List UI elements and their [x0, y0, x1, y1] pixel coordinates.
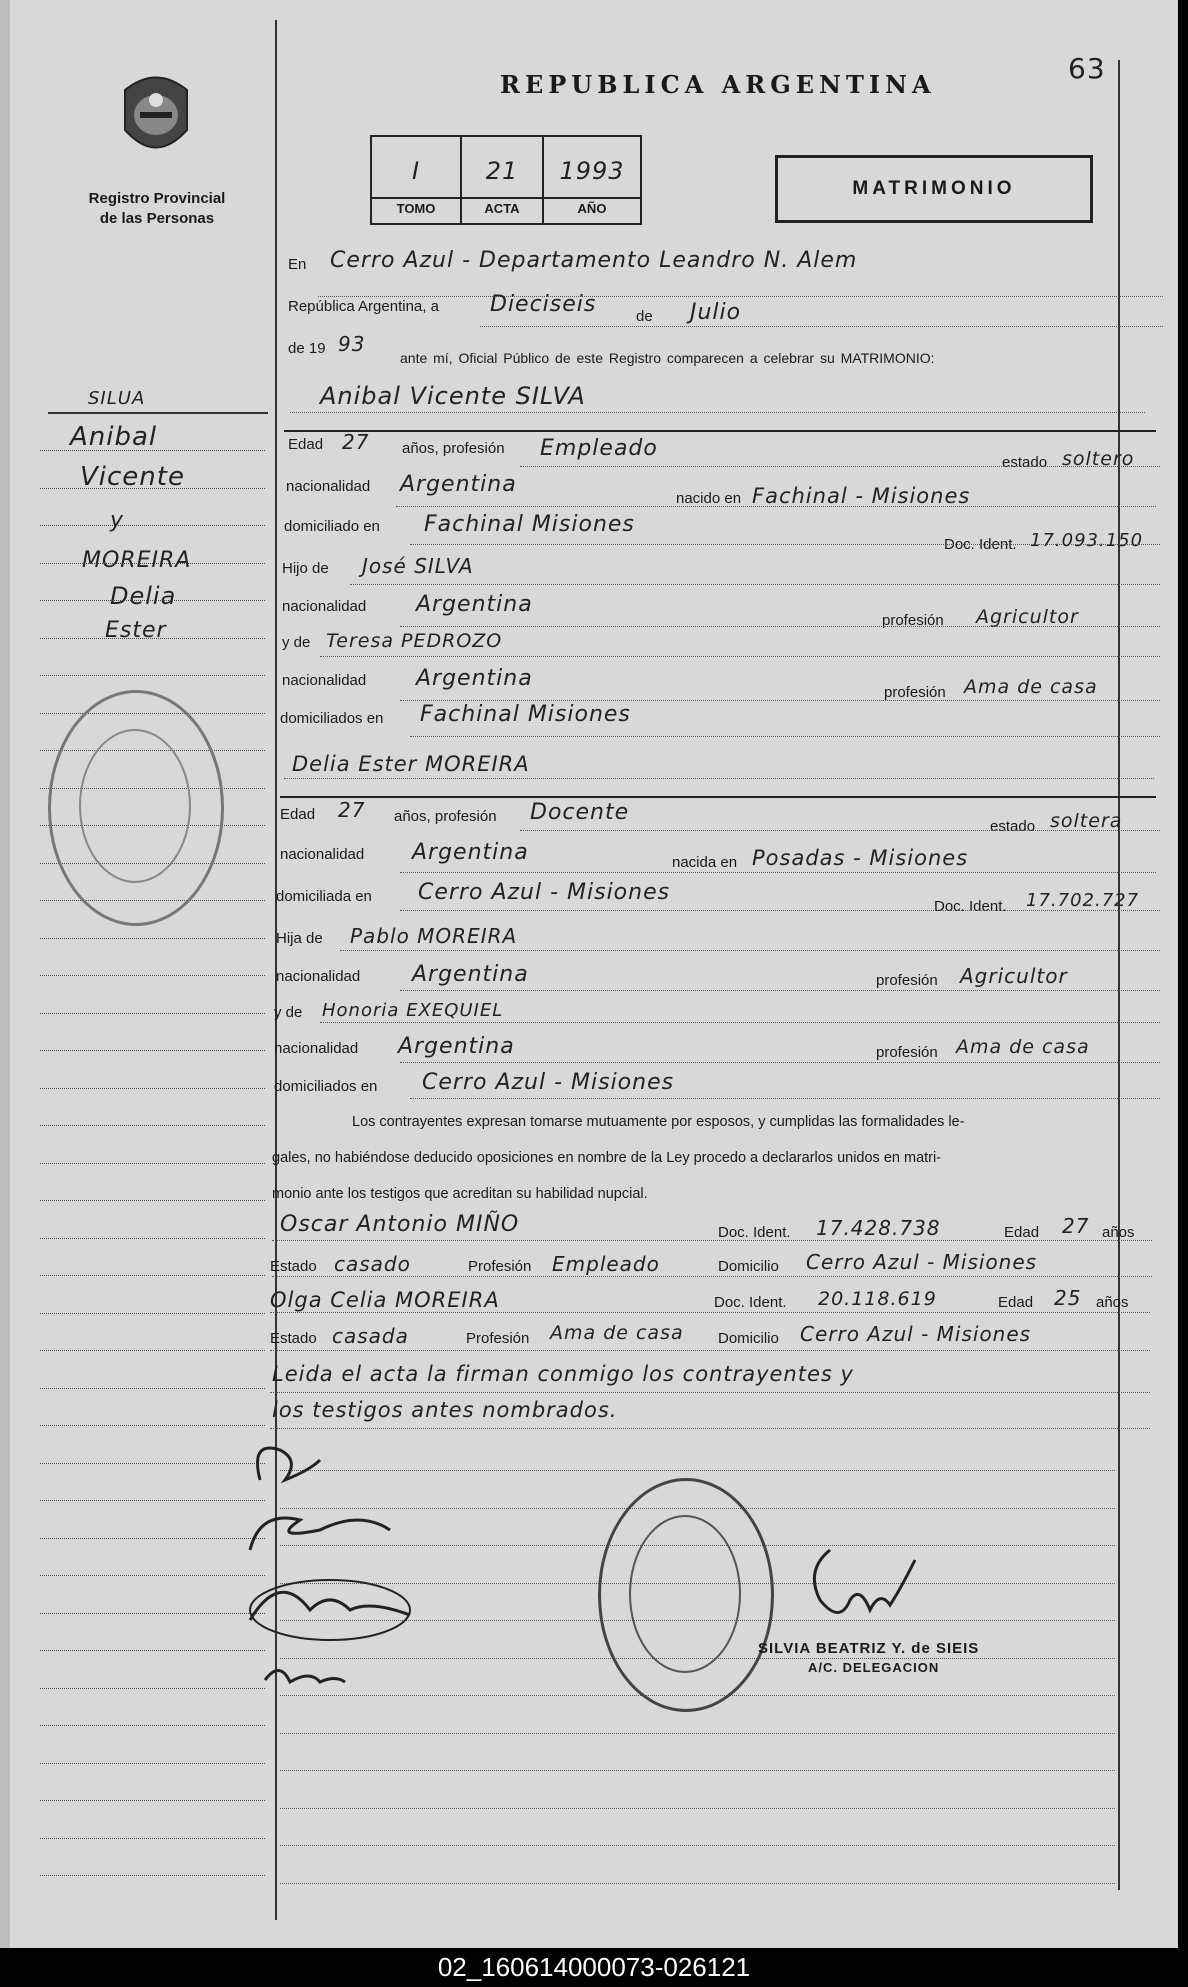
witness1-age: 27: [1062, 1214, 1090, 1238]
binding-edge: [0, 0, 10, 1948]
bride-father-profession: Agricultor: [960, 964, 1068, 988]
groom-civil-status: soltero: [1062, 448, 1135, 470]
witness2-anos-label: años: [1096, 1294, 1129, 1311]
groom-profession: Empleado: [540, 436, 658, 461]
groom-father: José SILVA: [362, 554, 474, 578]
groom-profesion-label: años, profesión: [402, 440, 505, 457]
groom-father-nationality: Argentina: [416, 592, 533, 617]
margin-line: [40, 1350, 265, 1351]
witness1-status: casado: [334, 1252, 411, 1276]
margin-line: [40, 600, 265, 601]
groom-age: 27: [342, 430, 370, 454]
margin-line: [40, 1763, 265, 1764]
groom-mother-profession: Ama de casa: [964, 676, 1098, 698]
bride-father-nationality: Argentina: [412, 962, 529, 987]
witness2-prof-label: Profesión: [466, 1330, 530, 1347]
registry-stamp-bottom: [598, 1478, 774, 1712]
bride-doc-label: Doc. Ident.: [934, 898, 1007, 915]
marriage-year: 93: [338, 332, 366, 356]
margin-name-1: Anibal: [70, 422, 158, 452]
body-line: [280, 1845, 1115, 1846]
witness1-profession: Empleado: [552, 1252, 660, 1276]
margin-line: [40, 1088, 265, 1089]
groom-father-nac-label: nacionalidad: [282, 598, 367, 615]
witness2-dom-label: Domicilio: [718, 1330, 779, 1347]
margin-line: [40, 1388, 265, 1389]
signature-scribbles: [240, 1420, 440, 1720]
bride-father-nac-label: nacionalidad: [276, 968, 361, 985]
margin-line: [40, 1238, 265, 1239]
groom-mother: Teresa PEDROZO: [326, 630, 503, 652]
coat-of-arms-emblem: [115, 70, 197, 165]
country-title: REPUBLICA ARGENTINA: [500, 70, 936, 99]
groom-nationality: Argentina: [400, 472, 517, 497]
witness1-prof-label: Profesión: [468, 1258, 532, 1275]
witness2-name: Olga Celia MOREIRA: [270, 1288, 500, 1312]
margin-name-5: Delia: [110, 582, 177, 610]
groom-yde-label: y de: [282, 634, 311, 651]
witness1-doc-label: Doc. Ident.: [718, 1224, 791, 1241]
closing-line-1: Leida el acta la firman conmigo los contrayentes y: [272, 1362, 854, 1386]
witness2-status: casada: [332, 1324, 409, 1348]
margin-line: [40, 1688, 265, 1689]
bride-domiciliados-label: domiciliados en: [274, 1078, 378, 1095]
en-label: En: [288, 256, 307, 273]
groom-mother-nationality: Argentina: [416, 666, 533, 691]
margin-line: [40, 1500, 265, 1501]
margin-name-4: MOREIRA: [82, 548, 192, 573]
bride-nac-label: nacionalidad: [280, 846, 365, 863]
bride-age: 27: [338, 798, 366, 822]
de-label: de: [636, 308, 653, 325]
groom-estado-label: estado: [1002, 454, 1048, 471]
margin-line: [40, 1313, 265, 1314]
margin-line: [40, 1050, 265, 1051]
acta-label: ACTA: [484, 201, 520, 216]
right-border: [1118, 60, 1120, 1890]
margin-line: [40, 1838, 265, 1839]
margin-top-rule: [48, 412, 268, 414]
witness1-name: Oscar Antonio MIÑO: [280, 1212, 520, 1237]
margin-line: [40, 1538, 265, 1539]
margin-line: [40, 525, 265, 526]
body-line: [280, 1733, 1115, 1734]
groom-mother-nac-label: nacionalidad: [282, 672, 367, 689]
bride-civil-status: soltera: [1050, 810, 1123, 832]
registry-name-line1: Registro Provincial: [88, 190, 226, 207]
witness2-edad-label: Edad: [998, 1294, 1034, 1311]
body-line: [280, 1808, 1115, 1809]
groom-hijo-label: Hijo de: [282, 560, 329, 577]
marriage-month: Julio: [690, 300, 742, 325]
bride-mother-profession: Ama de casa: [956, 1036, 1090, 1058]
witness1-dom-label: Domicilio: [718, 1258, 779, 1275]
groom-address: Fachinal Misiones: [424, 512, 635, 537]
margin-line: [40, 1125, 265, 1126]
ano-value: 1993: [559, 157, 625, 185]
witness1-doc: 17.428.738: [816, 1216, 941, 1240]
bride-mother-nac-label: nacionalidad: [274, 1040, 359, 1057]
body-line: [280, 1883, 1115, 1884]
bride-nationality: Argentina: [412, 840, 529, 865]
bride-nacida-label: nacida en: [672, 854, 738, 871]
tomo-value: I: [411, 157, 421, 185]
official-signature: [800, 1530, 930, 1640]
margin-line: [40, 675, 265, 676]
margin-name-3: y: [110, 508, 125, 533]
bride-mother: Honoria EXEQUIEL: [322, 1000, 504, 1021]
acta-value: 21: [485, 157, 519, 185]
margin-line: [40, 1163, 265, 1164]
groom-nac-label: nacionalidad: [286, 478, 371, 495]
witness1-edad-label: Edad: [1004, 1224, 1040, 1241]
year-prefix: de 19: [288, 340, 326, 357]
margin-line: [40, 975, 265, 976]
margin-line: [40, 488, 265, 489]
page-number: 63: [1068, 52, 1106, 85]
bride-edad-label: Edad: [280, 806, 316, 823]
witness2-estado-label: Estado: [270, 1330, 317, 1347]
bride-birthplace: Posadas - Misiones: [752, 846, 969, 870]
bride-mother-nationality: Argentina: [398, 1034, 515, 1059]
declaration-line-1: Los contrayentes expresan tomarse mutuamente por esposos, y cumplidas las formalidades le-: [352, 1114, 965, 1130]
witness1-address: Cerro Azul - Misiones: [806, 1250, 1038, 1274]
groom-father-profession: Agricultor: [976, 606, 1079, 628]
groom-doc: 17.093.150: [1030, 530, 1144, 551]
bride-father-prof-label: profesión: [876, 972, 938, 989]
groom-nacido-label: nacido en: [676, 490, 742, 507]
margin-line: [40, 563, 265, 564]
witness2-address: Cerro Azul - Misiones: [800, 1322, 1032, 1346]
groom-parents-address: Fachinal Misiones: [420, 702, 631, 727]
witness1-anos-label: años: [1102, 1224, 1135, 1241]
margin-line: [40, 1013, 265, 1014]
witness2-doc-label: Doc. Ident.: [714, 1294, 787, 1311]
official-title: A/C. DELEGACION: [808, 1660, 940, 1675]
groom-domiciliados-label: domiciliados en: [280, 710, 384, 727]
declaration-line-2: gales, no habiéndose deducido oposiciones en nombre de la Ley procedo a declararlos unidos en matri-: [272, 1150, 942, 1166]
republica-label: República Argentina, a: [288, 298, 439, 315]
bride-address: Cerro Azul - Misiones: [418, 880, 671, 905]
record-type-label: MATRIMONIO: [852, 178, 1016, 199]
bride-father: Pablo MOREIRA: [350, 924, 518, 948]
bride-parents-address: Cerro Azul - Misiones: [422, 1070, 675, 1095]
intro-text: ante mí, Oficial Público de este Registro comparecen a celebrar su MATRIMONIO:: [400, 350, 935, 366]
registry-stamp-left: [48, 690, 224, 926]
groom-mother-prof-label: profesión: [884, 684, 946, 701]
marriage-place: Cerro Azul - Departamento Leandro N. Alem: [330, 248, 858, 273]
marriage-day: Dieciseis: [490, 292, 597, 317]
official-name: SILVIA BEATRIZ Y. de SIEIS: [758, 1640, 980, 1657]
bride-dom-label: domiciliada en: [276, 888, 372, 905]
margin-line: [40, 1463, 265, 1464]
bride-doc: 17.702.727: [1026, 890, 1140, 911]
document-id-footer: 02_160614000073-026121: [0, 1948, 1188, 1987]
bride-profession: Docente: [530, 800, 630, 825]
body-line: [280, 1770, 1115, 1771]
margin-line: [40, 1425, 265, 1426]
margin-line: [40, 1875, 265, 1876]
tomo-label: TOMO: [396, 201, 436, 216]
margin-line: [40, 1725, 265, 1726]
margin-line: [40, 1800, 265, 1801]
margin-surname: SILUA: [88, 388, 146, 409]
groom-doc-label: Doc. Ident.: [944, 536, 1017, 553]
closing-line-2: los testigos antes nombrados.: [272, 1398, 618, 1422]
margin-line: [40, 1200, 265, 1201]
bride-estado-label: estado: [990, 818, 1036, 835]
bride-name: Delia Ester MOREIRA: [292, 752, 530, 776]
groom-dom-label: domiciliado en: [284, 518, 380, 535]
margin-name-6: Ester: [105, 618, 167, 643]
margin-line: [40, 1650, 265, 1651]
record-type-box: [775, 155, 1093, 223]
margin-line: [40, 1575, 265, 1576]
groom-edad-label: Edad: [288, 436, 324, 453]
witness2-profession: Ama de casa: [550, 1322, 684, 1344]
groom-father-prof-label: profesión: [882, 612, 944, 629]
margin-line: [40, 1275, 265, 1276]
bride-profesion-label: años, profesión: [394, 808, 497, 825]
margin-line: [40, 1613, 265, 1614]
bride-yde-label: y de: [274, 1004, 303, 1021]
margin-line: [40, 638, 265, 639]
ano-label: AÑO: [577, 201, 607, 216]
witness1-estado-label: Estado: [270, 1258, 317, 1275]
groom-name: Anibal Vicente SILVA: [320, 382, 586, 410]
witness2-age: 25: [1054, 1286, 1082, 1310]
declaration-line-3: monio ante los testigos que acreditan su habilidad nupcial.: [272, 1186, 648, 1202]
record-id-box: [370, 135, 642, 225]
groom-birthplace: Fachinal - Misiones: [752, 484, 971, 508]
witness2-doc: 20.118.619: [818, 1288, 937, 1310]
bride-hija-label: Hija de: [276, 930, 323, 947]
margin-name-2: Vicente: [80, 462, 185, 492]
margin-line: [40, 938, 265, 939]
registry-name-line2: de las Personas: [99, 210, 215, 227]
bride-mother-prof-label: profesión: [876, 1044, 938, 1061]
margin-line: [40, 450, 265, 451]
